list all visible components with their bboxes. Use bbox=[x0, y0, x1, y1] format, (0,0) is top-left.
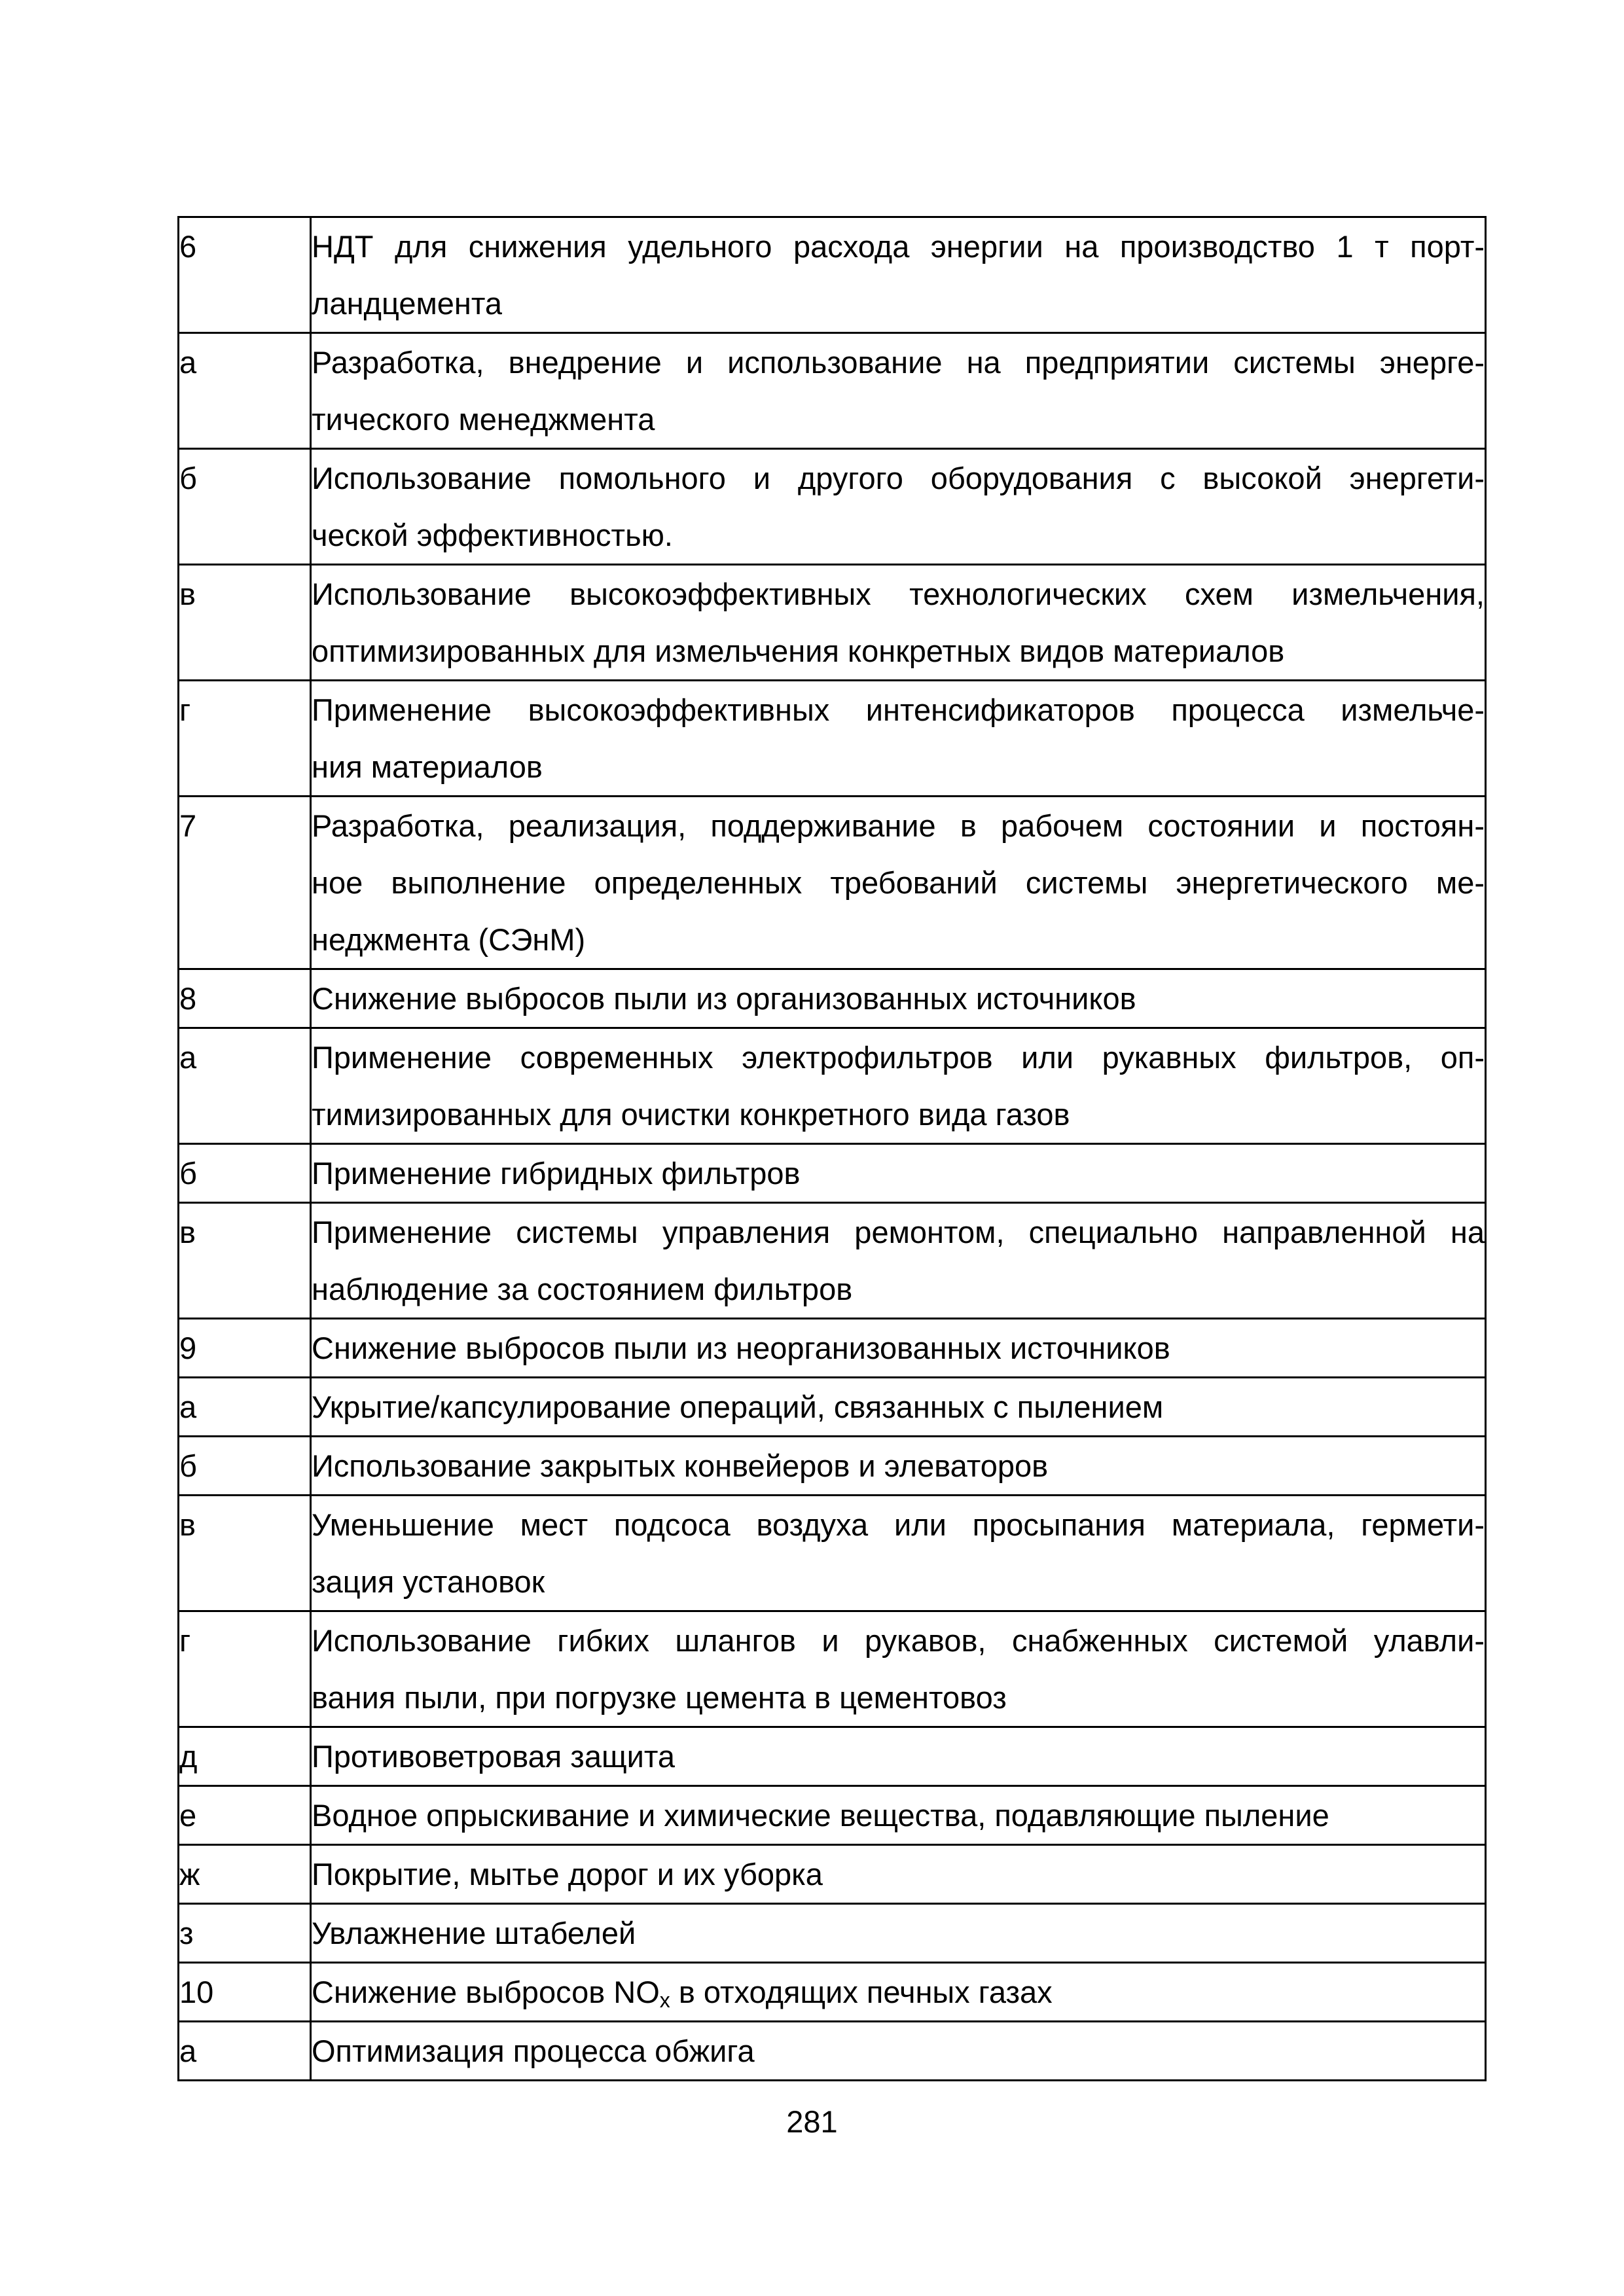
table-row bbox=[179, 969, 1486, 1028]
subitem-letter: а bbox=[179, 1378, 311, 1437]
subitem-letter: в bbox=[179, 565, 311, 681]
item-description bbox=[311, 681, 1486, 797]
description-line: Использование помольного и другого оборудования с высокой энергети- bbox=[312, 461, 1485, 495]
item-description bbox=[311, 969, 1486, 1028]
item-description bbox=[311, 1611, 1486, 1727]
item-description bbox=[311, 1028, 1486, 1144]
table-row bbox=[179, 1845, 1486, 1904]
item-description bbox=[311, 797, 1486, 969]
item-description bbox=[311, 565, 1486, 681]
description-line: Применение гибридных фильтров bbox=[312, 1156, 801, 1191]
subitem-letter: д bbox=[179, 1727, 311, 1786]
description-line: Применение современных электрофильтров или рукавных фильтров, оп- bbox=[312, 1040, 1485, 1075]
item-description bbox=[311, 1845, 1486, 1904]
description-line: Применение высокоэффективных интенсификаторов процесса измельче- bbox=[312, 692, 1485, 727]
table-row bbox=[179, 1904, 1486, 1963]
item-description bbox=[311, 1378, 1486, 1437]
description-text-end: в отходящих печных газах bbox=[670, 1975, 1053, 2009]
subitem-letter: г bbox=[179, 1611, 311, 1727]
subitem-letter: е bbox=[179, 1786, 311, 1845]
description-line: Использование высокоэффективных технологических схем измельчения, bbox=[312, 577, 1485, 611]
description-line: зация установок bbox=[312, 1564, 545, 1599]
description-line: оптимизированных для измельчения конкретных видов материалов bbox=[312, 634, 1285, 668]
description-line: Снижение выбросов пыли из организованных источников bbox=[312, 981, 1136, 1016]
description-line: Водное опрыскивание и химические вещества, подавляющие пыление bbox=[312, 1798, 1329, 1833]
table-row bbox=[179, 1378, 1486, 1437]
subitem-letter: б bbox=[179, 449, 311, 565]
item-description bbox=[311, 1319, 1486, 1378]
item-description bbox=[311, 1496, 1486, 1611]
description-line: НДТ для снижения удельного расхода энергии на производство 1 т порт- bbox=[312, 229, 1485, 264]
item-description bbox=[311, 1144, 1486, 1203]
description-line: Применение системы управления ремонтом, специально направленной на bbox=[312, 1215, 1485, 1249]
description-line: Разработка, реализация, поддерживание в рабочем состоянии и постоян- bbox=[312, 808, 1485, 843]
description-line: неджмента (СЭнМ) bbox=[312, 922, 586, 957]
item-description bbox=[311, 1963, 1486, 2022]
description-line: ное выполнение определенных требований системы энергетического ме- bbox=[312, 865, 1485, 900]
subitem-letter: в bbox=[179, 1496, 311, 1611]
bat-measures-table bbox=[177, 216, 1487, 2081]
table-row bbox=[179, 565, 1486, 681]
table-row bbox=[179, 1786, 1486, 1845]
subitem-letter: б bbox=[179, 1144, 311, 1203]
description-line: Уменьшение мест подсоса воздуха или просыпания материала, гермети- bbox=[312, 1507, 1485, 1542]
item-description bbox=[311, 449, 1486, 565]
subitem-letter: в bbox=[179, 1203, 311, 1319]
table-row bbox=[179, 1611, 1486, 1727]
description-line: Снижение выбросов пыли из неорганизованных источников bbox=[312, 1331, 1170, 1365]
table-row bbox=[179, 1496, 1486, 1611]
item-description bbox=[311, 217, 1486, 333]
table-row bbox=[179, 1028, 1486, 1144]
subitem-letter: а bbox=[179, 333, 311, 449]
table-row bbox=[179, 217, 1486, 333]
description-line bbox=[312, 1964, 1485, 2020]
table-row bbox=[179, 1203, 1486, 1319]
table-row bbox=[179, 1437, 1486, 1496]
item-description bbox=[311, 1786, 1486, 1845]
description-line: Разработка, внедрение и использование на предприятии системы энерге- bbox=[312, 345, 1485, 380]
item-description bbox=[311, 1437, 1486, 1496]
item-description bbox=[311, 333, 1486, 449]
description-text-start: Снижение выбросов NO bbox=[312, 1975, 660, 2009]
item-number: 6 bbox=[179, 217, 311, 333]
description-line: ния материалов bbox=[312, 749, 543, 784]
description-line: Оптимизация процесса обжига bbox=[312, 2034, 755, 2068]
table-row bbox=[179, 1963, 1486, 2022]
table-row bbox=[179, 449, 1486, 565]
subitem-letter: г bbox=[179, 681, 311, 797]
item-description bbox=[311, 2022, 1486, 2081]
subitem-letter: а bbox=[179, 2022, 311, 2081]
description-line: ландцемента bbox=[312, 286, 503, 321]
description-line: Противоветровая защита bbox=[312, 1739, 676, 1774]
description-line: тического менеджмента bbox=[312, 402, 655, 437]
item-description bbox=[311, 1727, 1486, 1786]
subitem-letter: ж bbox=[179, 1845, 311, 1904]
table-row bbox=[179, 797, 1486, 969]
item-number: 10 bbox=[179, 1963, 311, 2022]
subitem-letter: а bbox=[179, 1028, 311, 1144]
subitem-letter: б bbox=[179, 1437, 311, 1496]
subscript-text: x bbox=[659, 1988, 670, 2012]
item-number: 7 bbox=[179, 797, 311, 969]
item-description bbox=[311, 1904, 1486, 1963]
description-line: тимизированных для очистки конкретного вида газов bbox=[312, 1097, 1070, 1132]
description-line: Укрытие/капсулирование операций, связанных с пылением bbox=[312, 1390, 1164, 1424]
description-line: Покрытие, мытье дорог и их уборка bbox=[312, 1857, 823, 1892]
description-line: Использование закрытых конвейеров и элеваторов bbox=[312, 1448, 1049, 1483]
item-number: 8 bbox=[179, 969, 311, 1028]
table-row bbox=[179, 333, 1486, 449]
description-line: Использование гибких шлангов и рукавов, снабженных системой улавли- bbox=[312, 1623, 1485, 1658]
subitem-letter: з bbox=[179, 1904, 311, 1963]
table-row bbox=[179, 2022, 1486, 2081]
description-line: вания пыли, при погрузке цемента в цементовоз bbox=[312, 1680, 1007, 1715]
table-row bbox=[179, 1727, 1486, 1786]
table-body bbox=[179, 217, 1486, 2081]
page-number: 281 bbox=[786, 2104, 838, 2139]
table-row bbox=[179, 1144, 1486, 1203]
item-number: 9 bbox=[179, 1319, 311, 1378]
table-row bbox=[179, 681, 1486, 797]
item-description bbox=[311, 1203, 1486, 1319]
table-row bbox=[179, 1319, 1486, 1378]
description-line: ческой эффективностью. bbox=[312, 518, 673, 552]
description-line: наблюдение за состоянием фильтров bbox=[312, 1272, 853, 1306]
description-line: Увлажнение штабелей bbox=[312, 1916, 636, 1950]
